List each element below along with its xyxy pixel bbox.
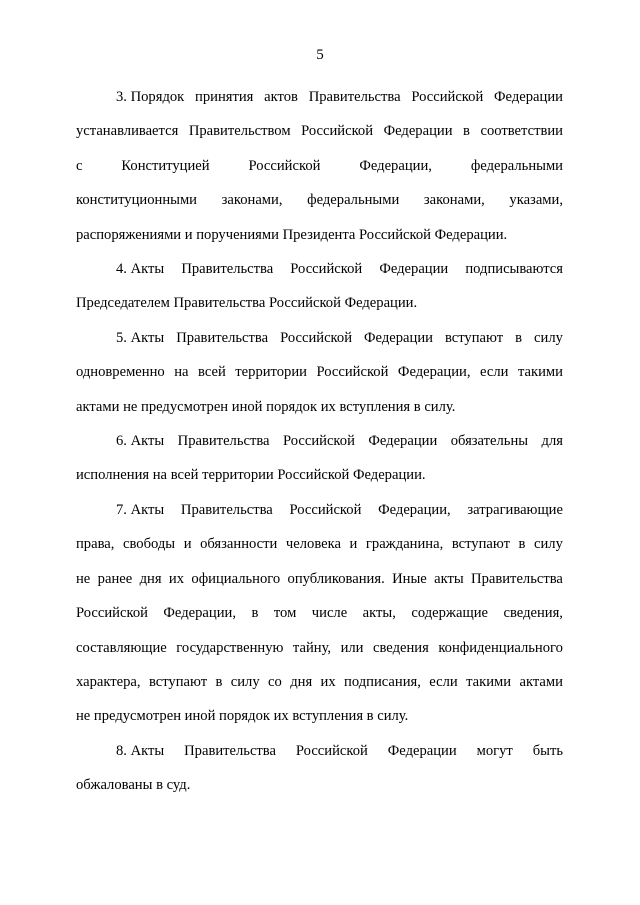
word: вступают [444,329,504,346]
word: составляющие [76,639,167,656]
word: 5. Акты [116,329,165,346]
word: быть [532,742,563,759]
word: Правительства [184,742,276,759]
word: в [215,673,223,690]
word: Российской [290,261,363,278]
text-line [76,252,563,286]
word: Федерации, [378,501,451,518]
word: Федерации [383,123,453,140]
page-number: 5 [316,47,324,63]
word: могут [476,742,513,759]
word: силу [230,673,260,690]
word: дня [290,673,313,690]
word: конституционными [76,192,197,209]
word: Правительства [177,433,270,450]
word: всей [198,364,226,381]
word: человека [285,536,341,553]
word: Российской [316,364,389,381]
word: устанавливается [76,123,179,140]
word: Российской [282,433,355,450]
word: официального [191,570,281,587]
word: указами, [509,192,563,209]
word: Российской [280,329,353,346]
word: Конституцией [121,157,210,174]
word: законами, [423,192,485,209]
word: дня [139,570,162,587]
word: обжалованы в суд. [76,777,191,794]
text-line [76,80,563,114]
word: обязанности [200,536,278,553]
word: характера, [76,673,141,690]
word: актов [264,89,298,105]
word: Правительства [308,89,401,105]
paragraph-8 [76,734,563,803]
word: в [251,605,259,622]
text-line [76,734,563,768]
word: в [518,536,526,553]
word: Правительства [176,329,269,346]
word: принятия [195,89,254,105]
word: содержащие [411,605,489,622]
text-line [76,527,563,561]
text-line [76,493,563,527]
word: 3. Порядок [116,89,185,105]
word: сведения [373,639,429,656]
word: Федерации [494,89,563,105]
text-line [76,699,563,733]
paragraph-7 [76,493,563,734]
paragraph-3 [76,80,563,252]
word: Правительства [181,261,274,278]
word: если [429,673,458,690]
word: одновременно [76,364,165,381]
text-line [76,768,563,802]
text-line [76,390,563,424]
word: соответствии [480,123,563,140]
word: если [480,364,509,381]
text-line [76,596,563,630]
text-line [76,218,563,252]
word: свободы [123,536,176,553]
text-line [76,665,563,699]
word: сведения, [503,605,563,622]
word: территории [235,364,307,381]
text-line [76,149,563,183]
text-line [76,458,563,492]
word: не предусмотрен иной порядок их вступления в силу. [76,708,409,725]
word: Федерации, [397,364,471,381]
word: в [463,123,470,140]
word: ранее [97,570,133,587]
text-line [76,631,563,665]
word: и [349,536,358,553]
word: Правительства [471,570,563,587]
word: акты [434,570,464,587]
text-line [76,114,563,148]
word: Иные [392,570,427,587]
word: 8. Акты [116,742,165,759]
word: Федерации [379,261,449,278]
word: исполнения на всей территории Российской Федерации. [76,467,426,484]
word: вступают [451,536,510,553]
word: такими [517,364,563,381]
word: силу [534,329,563,346]
word: конфиденциального [438,639,563,656]
word: со [268,673,282,690]
word: федеральными [470,157,563,174]
paragraph-5 [76,321,563,424]
word: 7. Акты [116,501,165,518]
word: 4. Акты [116,261,165,278]
word: и [183,536,192,553]
word: федеральными [307,192,400,209]
word: актами [519,673,563,690]
word: Правительством [188,123,291,140]
word: Российской [411,89,484,105]
word: подписания, [344,673,421,690]
word: права, [76,536,115,553]
text-line [76,424,563,458]
word: их [320,673,336,690]
word: не [76,570,91,587]
word: тайну, [292,639,332,656]
paragraph-4 [76,252,563,321]
word: том [273,605,297,622]
word: Российской [248,157,321,174]
word: Федерации, [359,157,432,174]
word: законами, [221,192,283,209]
word: 6. Акты [116,433,165,450]
word: вступают [148,673,208,690]
word: Председателем Правительства Российской Федерации. [76,295,418,312]
text-line [76,355,563,389]
word: подписываются [465,261,563,278]
word: обязательны [450,433,529,450]
word: опубликования. [287,570,385,587]
word: на [174,364,189,381]
paragraph-6 [76,424,563,493]
word: Российской [289,501,362,518]
text-line [76,183,563,217]
word: с [76,157,83,174]
word: гражданина, [365,536,444,553]
word: Российской [76,605,148,622]
word: Российской [301,123,374,140]
word: государственную [176,639,284,656]
text-line [76,562,563,596]
word: распоряжениями и поручениями Президента Российской Федерации. [76,226,508,243]
text-line [76,321,563,355]
word: числе [311,605,348,622]
word: силу [534,536,563,553]
word: для [541,433,563,450]
word: Российской [295,742,368,759]
word: актами не предусмотрен иной порядок их вступления в силу. [76,398,456,415]
document-body [76,80,563,803]
word: акты, [362,605,396,622]
word: затрагивающие [467,501,563,518]
word: в [515,329,523,346]
word: Правительства [180,501,273,518]
word: их [168,570,185,587]
word: Федерации [368,433,438,450]
word: Федерации, [163,605,236,622]
word: Федерации [364,329,433,346]
text-line [76,286,563,320]
word: Федерации [387,742,457,759]
word: такими [466,673,512,690]
word: или [340,639,364,656]
